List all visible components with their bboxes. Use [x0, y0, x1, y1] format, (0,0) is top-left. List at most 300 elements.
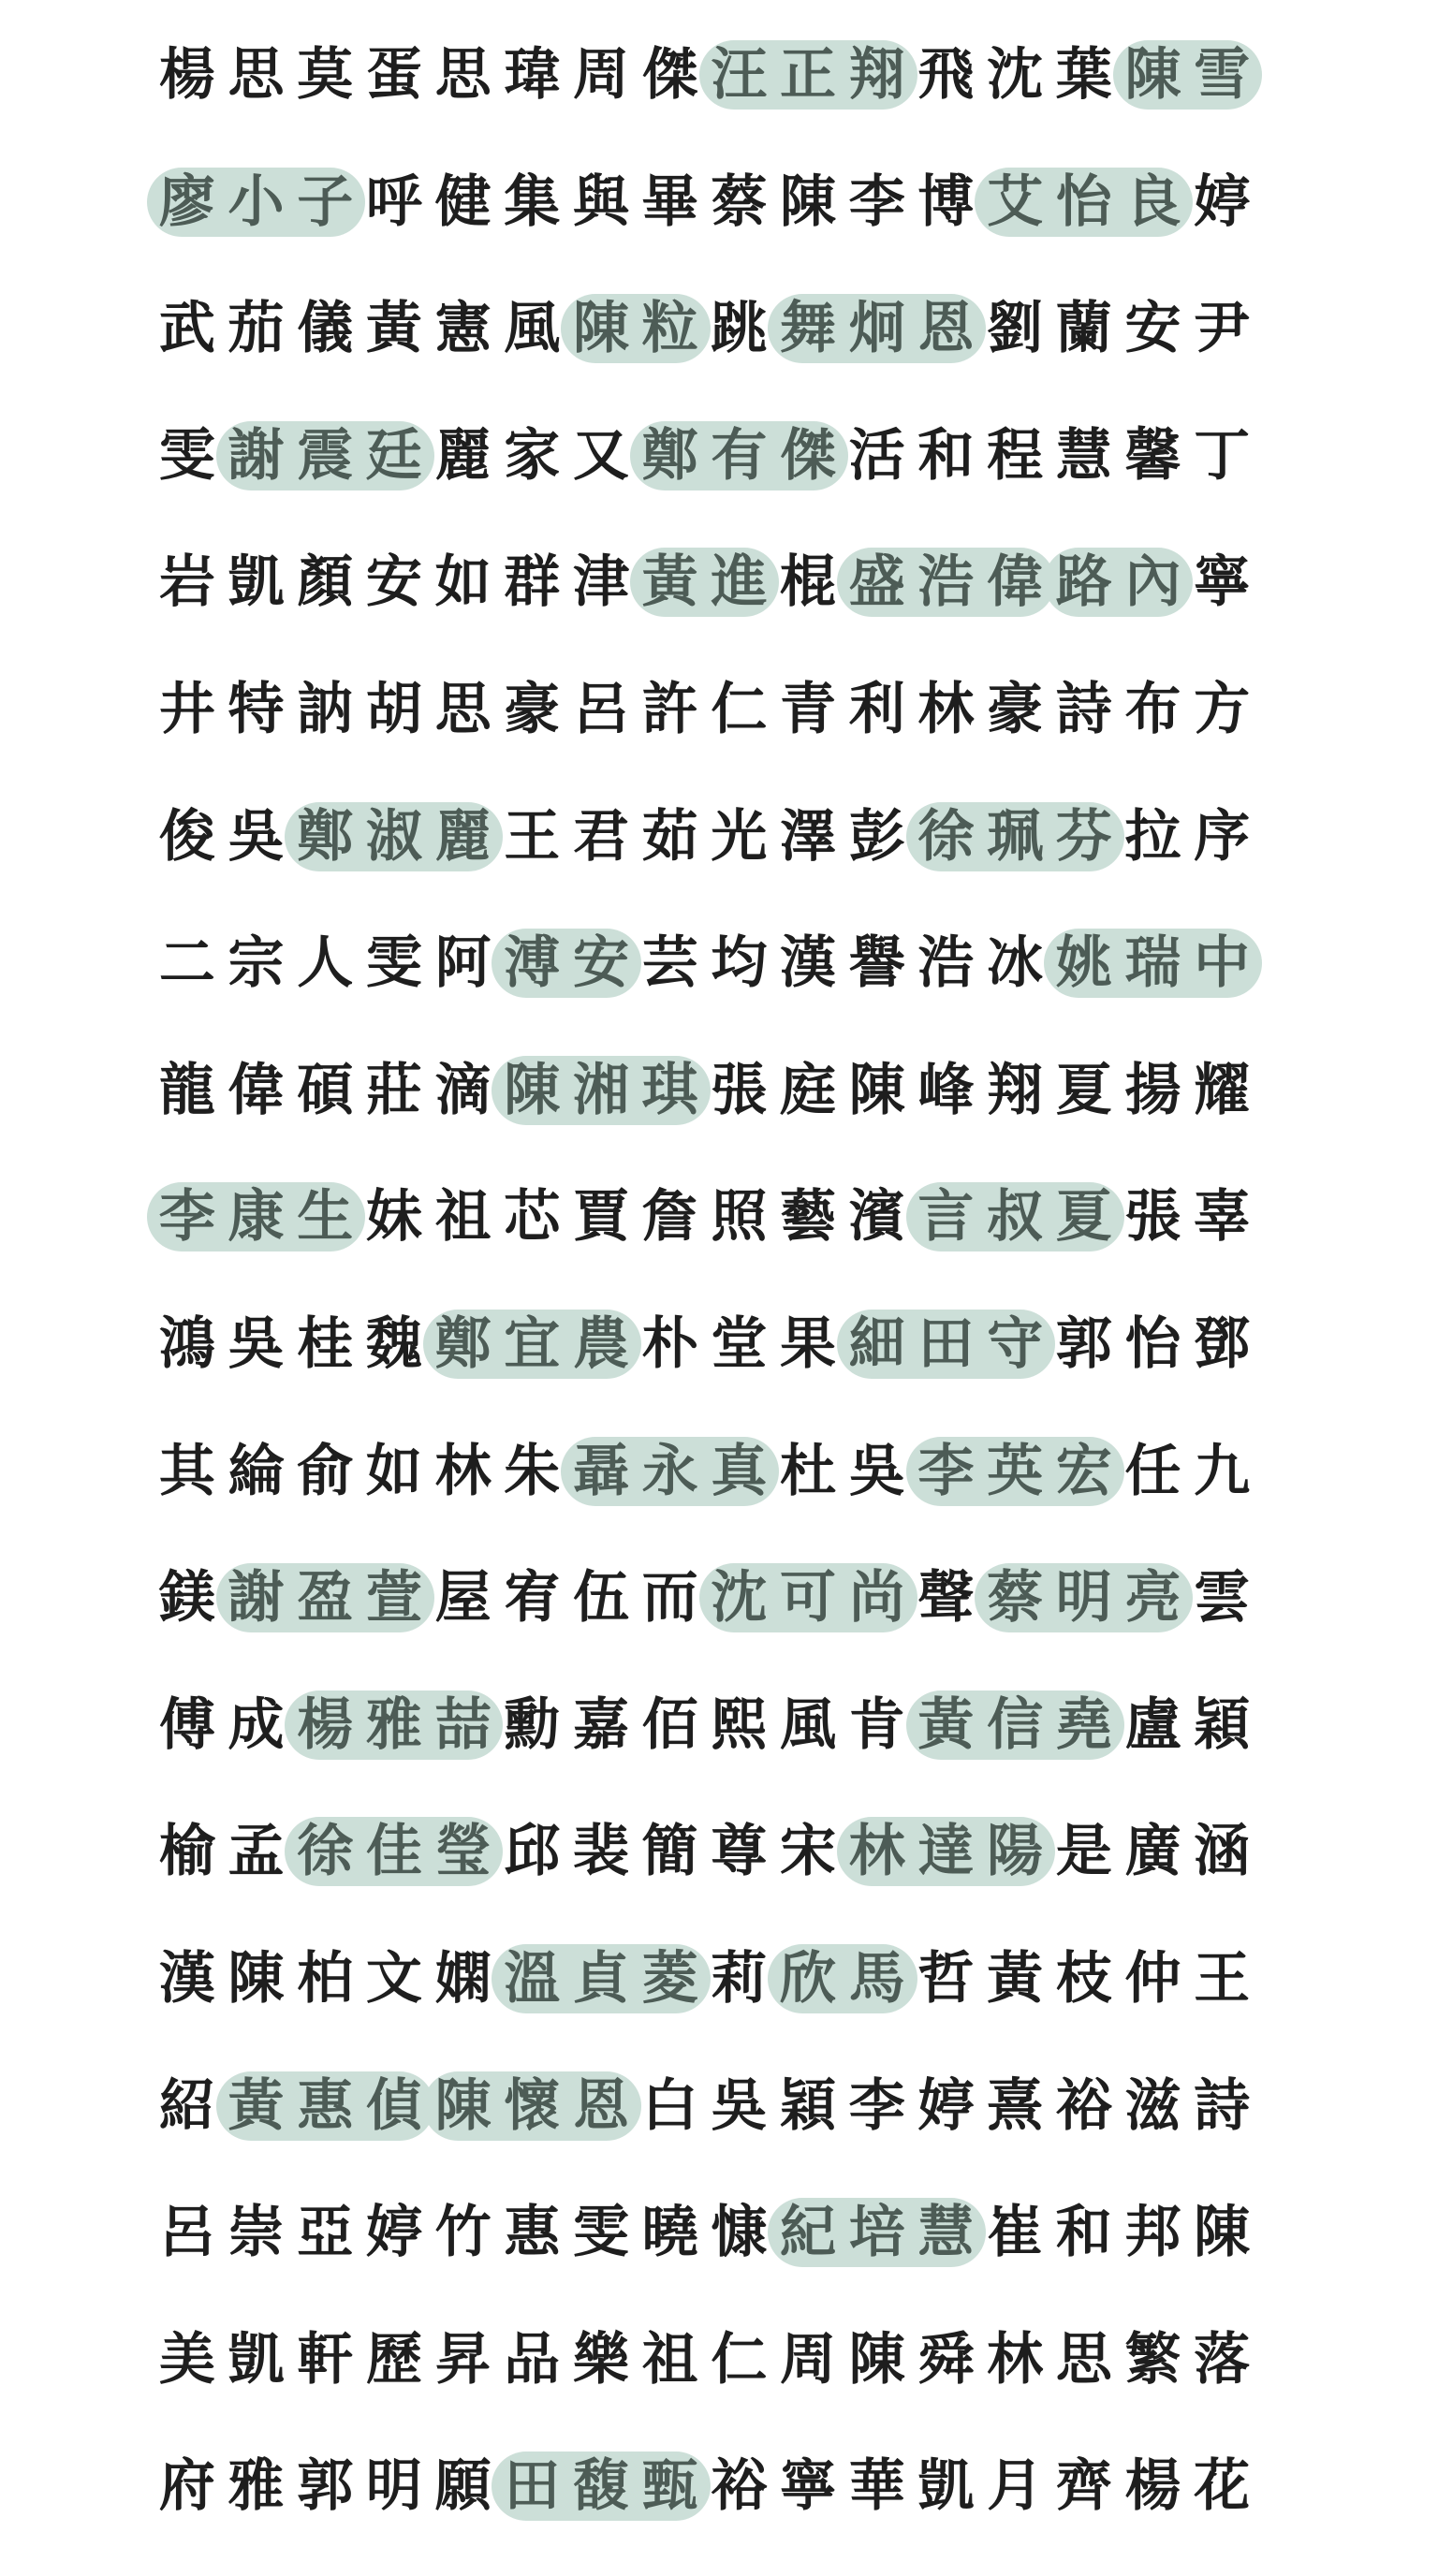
- highlighted-name: [216, 421, 434, 490]
- grid-character: 顏: [297, 549, 354, 616]
- grid-character: 訥: [297, 676, 354, 742]
- grid-character: 思: [1055, 2326, 1112, 2393]
- grid-row: [153, 1941, 1257, 2016]
- grid-character: 翔: [848, 42, 905, 108]
- grid-character: 楊: [297, 1691, 354, 1758]
- grid-character: 陳: [1194, 2200, 1251, 2266]
- plain-characters: [1119, 1690, 1256, 1760]
- grid-character: 慷: [711, 2200, 768, 2266]
- grid-character: 安: [572, 930, 629, 997]
- grid-character: 如: [365, 1438, 422, 1504]
- grid-character: 鄭: [297, 803, 354, 870]
- grid-character: 儀: [297, 296, 354, 362]
- grid-character: 沈: [987, 42, 1044, 108]
- plain-characters: [153, 1690, 290, 1760]
- plain-characters: [153, 548, 636, 617]
- grid-character: 林: [917, 676, 975, 742]
- grid-character: 方: [1194, 676, 1251, 742]
- grid-character: 樂: [572, 2326, 629, 2393]
- grid-character: 飛: [917, 42, 975, 108]
- highlighted-name: [768, 2198, 986, 2267]
- grid-character: 峰: [917, 1057, 975, 1123]
- grid-character: 邦: [1124, 2200, 1181, 2266]
- grid-character: 家: [504, 422, 561, 489]
- grid-character: 震: [297, 422, 354, 489]
- grid-character: 均: [711, 930, 768, 997]
- plain-characters: [153, 929, 497, 998]
- grid-character: 慧: [917, 2200, 975, 2266]
- grid-character: 宜: [504, 1310, 561, 1377]
- grid-character: 怡: [1055, 168, 1112, 235]
- grid-character: 美: [158, 2326, 215, 2393]
- grid-character: 孟: [227, 1819, 285, 1885]
- plain-characters: [153, 2071, 222, 2141]
- grid-character: 盧: [1124, 1691, 1181, 1758]
- grid-character: 欣: [780, 1945, 837, 2012]
- grid-character: 湘: [572, 1057, 629, 1123]
- grid-character: 進: [711, 549, 768, 616]
- grid-character: 張: [1124, 1184, 1181, 1251]
- grid-character: 芯: [504, 1184, 561, 1251]
- grid-character: 郭: [297, 2453, 354, 2520]
- grid-character: 果: [780, 1310, 837, 1377]
- grid-character: 宋: [780, 1819, 837, 1885]
- grid-character: 粒: [641, 296, 698, 362]
- grid-character: 仁: [711, 2326, 768, 2393]
- plain-characters: [153, 1056, 497, 1125]
- highlighted-name: [630, 421, 848, 490]
- grid-character: 汪: [711, 42, 768, 108]
- grid-character: 佳: [365, 1819, 422, 1885]
- grid-character: 可: [780, 1565, 837, 1632]
- grid-row: [153, 1688, 1257, 1763]
- grid-character: 歷: [365, 2326, 422, 2393]
- grid-character: 貞: [572, 1945, 629, 2012]
- grid-character: 蔡: [711, 168, 768, 235]
- grid-row: [153, 2322, 1257, 2397]
- grid-character: 尹: [1194, 296, 1251, 362]
- grid-character: 蔡: [987, 1565, 1044, 1632]
- plain-characters: [705, 294, 774, 363]
- grid-character: 李: [848, 2072, 905, 2139]
- plain-characters: [1049, 1310, 1256, 1379]
- grid-character: 雯: [365, 930, 422, 997]
- grid-character: 澤: [780, 803, 837, 870]
- grid-row: [153, 1434, 1257, 1509]
- grid-character: 思: [434, 42, 492, 108]
- grid-character: 楊: [1124, 2453, 1181, 2520]
- grid-row: [153, 1179, 1257, 1254]
- grid-character: 永: [641, 1438, 698, 1504]
- plain-characters: [497, 802, 911, 871]
- grid-character: 麗: [434, 422, 492, 489]
- grid-character: 崇: [227, 2200, 285, 2266]
- plain-characters: [1049, 1817, 1256, 1886]
- highlighted-name: [423, 2071, 641, 2141]
- grid-character: 傑: [780, 422, 837, 489]
- grid-character: 凱: [227, 2326, 285, 2393]
- grid-row: [153, 545, 1257, 620]
- highlighted-name: [630, 548, 779, 617]
- grid-character: 繁: [1124, 2326, 1181, 2393]
- plain-characters: [1187, 1563, 1256, 1632]
- grid-character: 溫: [504, 1945, 561, 2012]
- grid-row: [153, 926, 1257, 1001]
- grid-character: 恩: [917, 296, 975, 362]
- grid-character: 齊: [1055, 2453, 1112, 2520]
- grid-character: 裕: [711, 2453, 768, 2520]
- grid-character: 照: [711, 1184, 768, 1251]
- grid-character: 劉: [987, 296, 1044, 362]
- grid-character: 亞: [297, 2200, 354, 2266]
- grid-character: 有: [711, 422, 768, 489]
- grid-character: 廣: [1124, 1819, 1181, 1885]
- highlighted-name: [1044, 929, 1262, 998]
- grid-character: 偉: [987, 549, 1044, 616]
- plain-characters: [980, 2198, 1256, 2267]
- grid-character: 中: [1194, 930, 1251, 997]
- plain-characters: [636, 1310, 843, 1379]
- grid-character: 冰: [987, 930, 1044, 997]
- grid-character: 程: [987, 422, 1044, 489]
- grid-character: 藝: [780, 1184, 837, 1251]
- grid-character: 丁: [1194, 422, 1251, 489]
- grid-character: 紀: [780, 2200, 837, 2266]
- plain-characters: [912, 1563, 981, 1632]
- grid-character: 謝: [227, 422, 285, 489]
- grid-character: 林: [848, 1819, 905, 1885]
- grid-character: 蘭: [1055, 296, 1112, 362]
- grid-character: 郭: [1055, 1310, 1112, 1377]
- plain-characters: [153, 2325, 1256, 2394]
- grid-character: 紹: [158, 2072, 215, 2139]
- grid-character: 漢: [780, 930, 837, 997]
- grid-character: 雲: [1194, 1565, 1251, 1632]
- plain-characters: [1119, 802, 1256, 871]
- grid-character: 布: [1124, 676, 1181, 742]
- grid-character: 林: [987, 2326, 1044, 2393]
- plain-characters: [705, 1056, 1257, 1125]
- grid-character: 風: [504, 296, 561, 362]
- highlighted-name: [285, 1817, 503, 1886]
- grid-character: 琪: [641, 1057, 698, 1123]
- grid-row: [153, 1053, 1257, 1128]
- grid-character: 魏: [365, 1310, 422, 1377]
- grid-character: 馬: [848, 1945, 905, 2012]
- grid-character: 杜: [780, 1438, 837, 1504]
- grid-character: 健: [434, 168, 492, 235]
- grid-character: 姚: [1055, 930, 1112, 997]
- grid-character: 舞: [780, 296, 837, 362]
- grid-row: [153, 2195, 1257, 2270]
- grid-character: 朱: [504, 1438, 561, 1504]
- grid-character: 和: [1055, 2200, 1112, 2266]
- grid-character: 黃: [365, 296, 422, 362]
- grid-character: 屋: [434, 1565, 492, 1632]
- grid-row: [153, 672, 1257, 747]
- plain-characters: [1187, 548, 1256, 617]
- grid-character: 又: [572, 422, 629, 489]
- grid-character: 詩: [1055, 676, 1112, 742]
- grid-character: 莉: [711, 1945, 768, 2012]
- grid-character: 賈: [572, 1184, 629, 1251]
- grid-character: 周: [572, 42, 629, 108]
- highlighted-name: [837, 1817, 1055, 1886]
- highlighted-name: [699, 40, 917, 110]
- grid-character: 凱: [917, 2453, 975, 2520]
- grid-character: 碩: [297, 1057, 354, 1123]
- grid-row: [153, 799, 1257, 874]
- plain-characters: [773, 1437, 911, 1506]
- plain-characters: [153, 1310, 429, 1379]
- plain-characters: [153, 675, 1256, 744]
- grid-character: 鎂: [158, 1565, 215, 1632]
- grid-character: 瑋: [504, 42, 561, 108]
- grid-character: 嘉: [572, 1691, 629, 1758]
- grid-character: 豪: [504, 676, 561, 742]
- grid-character: 品: [504, 2326, 561, 2393]
- grid-character: 呼: [365, 168, 422, 235]
- grid-character: 李: [158, 1184, 215, 1251]
- grid-character: 守: [987, 1310, 1044, 1377]
- grid-character: 陳: [848, 2326, 905, 2393]
- grid-row: [153, 418, 1257, 493]
- grid-character: 佰: [641, 1691, 698, 1758]
- grid-character: 聲: [917, 1565, 975, 1632]
- grid-character: 農: [572, 1310, 629, 1377]
- grid-character: 崔: [987, 2200, 1044, 2266]
- grid-character: 哲: [917, 1945, 975, 2012]
- highlighted-name: [906, 1437, 1124, 1506]
- grid-character: 裕: [1055, 2072, 1112, 2139]
- plain-characters: [980, 294, 1256, 363]
- grid-character: 夏: [1055, 1057, 1112, 1123]
- grid-character: 陳: [434, 2072, 492, 2139]
- plain-characters: [153, 2452, 497, 2521]
- grid-character: 彭: [848, 803, 905, 870]
- grid-character: 滴: [434, 1057, 492, 1123]
- grid-character: 廷: [365, 422, 422, 489]
- plain-characters: [153, 421, 222, 490]
- grid-character: 李: [848, 168, 905, 235]
- highlighted-name: [216, 2071, 434, 2141]
- grid-character: 岩: [158, 549, 215, 616]
- grid-character: 雪: [1194, 42, 1251, 108]
- plain-characters: [843, 421, 1256, 490]
- grid-character: 宗: [227, 930, 285, 997]
- grid-character: 井: [158, 676, 215, 742]
- highlighted-name: [906, 1690, 1124, 1760]
- highlighted-name: [561, 1437, 779, 1506]
- plain-characters: [497, 1817, 842, 1886]
- grid-character: 達: [917, 1819, 975, 1885]
- highlighted-name: [285, 802, 503, 871]
- grid-character: 正: [780, 42, 837, 108]
- grid-character: 子: [297, 168, 354, 235]
- grid-character: 馨: [1124, 422, 1181, 489]
- plain-characters: [636, 2071, 1256, 2141]
- grid-character: 芬: [1055, 803, 1112, 870]
- grid-character: 鴻: [158, 1310, 215, 1377]
- grid-character: 恩: [572, 2072, 629, 2139]
- grid-character: 俊: [158, 803, 215, 870]
- grid-character: 舜: [917, 2326, 975, 2393]
- grid-character: 婷: [917, 2072, 975, 2139]
- highlighted-name: [975, 168, 1193, 237]
- grid-character: 培: [848, 2200, 905, 2266]
- word-search-grid: [153, 37, 1257, 2576]
- grid-row: [153, 2069, 1257, 2144]
- grid-character: 人: [297, 930, 354, 997]
- grid-character: 艾: [987, 168, 1044, 235]
- highlighted-name: [423, 1310, 641, 1379]
- highlighted-name: [1044, 548, 1193, 617]
- grid-character: 桂: [297, 1310, 354, 1377]
- grid-character: 吳: [227, 803, 285, 870]
- grid-character: 黃: [641, 549, 698, 616]
- grid-character: 漢: [158, 1945, 215, 2012]
- grid-character: 落: [1194, 2326, 1251, 2393]
- grid-character: 阿: [434, 930, 492, 997]
- grid-character: 鄭: [434, 1310, 492, 1377]
- grid-character: 婷: [1194, 168, 1251, 235]
- grid-character: 文: [365, 1945, 422, 2012]
- grid-character: 安: [365, 549, 422, 616]
- highlighted-name: [147, 168, 365, 237]
- grid-character: 肯: [848, 1691, 905, 1758]
- highlighted-name: [561, 294, 710, 363]
- grid-character: 茄: [227, 296, 285, 362]
- plain-characters: [153, 1437, 566, 1506]
- plain-characters: [360, 168, 980, 237]
- highlighted-name: [147, 1182, 365, 1251]
- grid-character: 良: [1124, 168, 1181, 235]
- grid-character: 祖: [434, 1184, 492, 1251]
- plain-characters: [1119, 1437, 1256, 1506]
- grid-character: 生: [297, 1184, 354, 1251]
- plain-characters: [153, 1563, 222, 1632]
- grid-character: 雅: [365, 1691, 422, 1758]
- highlighted-name: [837, 548, 1055, 617]
- grid-character: 甄: [641, 2453, 698, 2520]
- grid-character: 青: [780, 676, 837, 742]
- grid-character: 雯: [572, 2200, 629, 2266]
- grid-character: 偵: [365, 2072, 422, 2139]
- plain-characters: [153, 40, 705, 110]
- grid-character: 陳: [848, 1057, 905, 1123]
- grid-character: 而: [641, 1565, 698, 1632]
- highlighted-name: [768, 294, 986, 363]
- grid-character: 黃: [227, 2072, 285, 2139]
- grid-character: 尊: [711, 1819, 768, 1885]
- grid-character: 路: [1055, 549, 1112, 616]
- grid-character: 傑: [641, 42, 698, 108]
- grid-character: 萱: [365, 1565, 422, 1632]
- grid-character: 小: [227, 168, 285, 235]
- grid-row: [153, 37, 1257, 112]
- grid-character: 謝: [227, 1565, 285, 1632]
- grid-character: 成: [227, 1691, 285, 1758]
- highlighted-name: [975, 1563, 1193, 1632]
- grid-character: 林: [434, 1438, 492, 1504]
- grid-character: 聶: [572, 1438, 629, 1504]
- highlighted-name: [492, 929, 640, 998]
- grid-character: 軒: [297, 2326, 354, 2393]
- highlighted-name: [492, 1056, 710, 1125]
- plain-characters: [153, 802, 290, 871]
- plain-characters: [153, 1944, 497, 2013]
- grid-character: 凱: [227, 549, 285, 616]
- grid-character: 惠: [504, 2200, 561, 2266]
- grid-character: 喆: [434, 1691, 492, 1758]
- grid-row: [153, 1560, 1257, 1635]
- highlighted-name: [837, 1310, 1055, 1379]
- grid-character: 楊: [158, 42, 215, 108]
- grid-character: 炯: [848, 296, 905, 362]
- grid-character: 庭: [780, 1057, 837, 1123]
- grid-character: 博: [917, 168, 975, 235]
- grid-character: 夏: [1055, 1184, 1112, 1251]
- grid-character: 雅: [227, 2453, 285, 2520]
- grid-character: 仁: [711, 676, 768, 742]
- grid-character: 鄧: [1194, 1310, 1251, 1377]
- grid-character: 信: [987, 1691, 1044, 1758]
- plain-characters: [153, 2198, 773, 2267]
- grid-character: 陳: [504, 1057, 561, 1123]
- grid-character: 吳: [848, 1438, 905, 1504]
- grid-character: 麗: [434, 803, 492, 870]
- grid-character: 華: [848, 2453, 905, 2520]
- grid-character: 懷: [504, 2072, 561, 2139]
- grid-character: 怡: [1124, 1310, 1181, 1377]
- grid-character: 願: [434, 2453, 492, 2520]
- grid-character: 葉: [1055, 42, 1112, 108]
- grid-character: 榆: [158, 1819, 215, 1885]
- grid-character: 明: [365, 2453, 422, 2520]
- grid-character: 慧: [1055, 422, 1112, 489]
- grid-character: 裴: [572, 1819, 629, 1885]
- grid-character: 其: [158, 1438, 215, 1504]
- highlighted-name: [906, 802, 1124, 871]
- grid-character: 黃: [917, 1691, 975, 1758]
- grid-character: 白: [641, 2072, 698, 2139]
- grid-character: 亮: [1124, 1565, 1181, 1632]
- grid-character: 序: [1194, 803, 1251, 870]
- grid-character: 淑: [365, 803, 422, 870]
- grid-character: 胡: [365, 676, 422, 742]
- grid-row: [153, 1307, 1257, 1382]
- grid-character: 昇: [434, 2326, 492, 2393]
- grid-character: 陳: [572, 296, 629, 362]
- grid-character: 群: [504, 549, 561, 616]
- grid-character: 濱: [848, 1184, 905, 1251]
- grid-character: 陳: [780, 168, 837, 235]
- grid-character: 祖: [641, 2326, 698, 2393]
- grid-character: 穎: [1194, 1691, 1251, 1758]
- highlighted-name: [906, 1182, 1124, 1251]
- grid-character: 棍: [780, 549, 837, 616]
- plain-characters: [912, 40, 1119, 110]
- grid-character: 竹: [434, 2200, 492, 2266]
- grid-character: 宏: [1055, 1438, 1112, 1504]
- grid-character: 菱: [641, 1945, 698, 2012]
- grid-character: 張: [711, 1057, 768, 1123]
- grid-character: 綸: [227, 1438, 285, 1504]
- grid-character: 曉: [641, 2200, 698, 2266]
- grid-character: 任: [1124, 1438, 1181, 1504]
- grid-character: 勳: [504, 1691, 561, 1758]
- grid-character: 跳: [711, 296, 768, 362]
